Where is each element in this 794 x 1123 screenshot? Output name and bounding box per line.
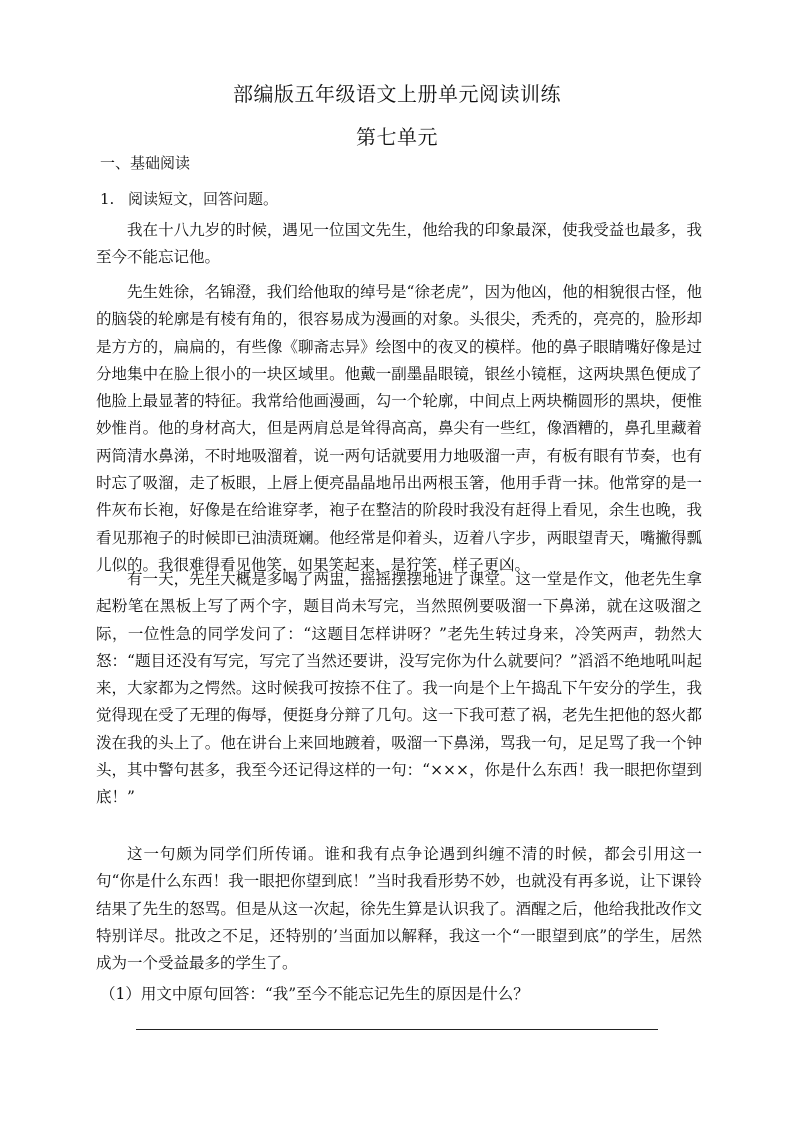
question-1 <box>100 188 278 209</box>
passage-paragraph-2: 先生姓徐，名锦澄，我们给他取的绰号是“徐老虎”，因为他凶，他的相貌很古怪，他的脑袋的轮廓是有棱有角的，很容易成为漫画的对象。头很尖，秃秃的，亮亮的，脸形却是方方的，扁扁的，有些像《聊斋志异》绘图中的夜叉的模样。他的鼻子眼睛嘴好像是过分地集中在脸上很小的一块区域里。他戴一副墨晶眼镜，银丝小镜框，这两块黑色便成了他脸上最显著的特征。我常给他画漫画，勾一个轮廓，中间点上两块椭圆形的黑块，便惟妙惟肖。他的身材高大，但是两肩总是耸得高高，鼻尖有一些红，像酒糟的，鼻孔里藏着两筒清水鼻涕，不时地吸溜着，说一两句话就要用力地吸溜一声，有板有眼有节奏，也有时忘了吸溜，走了板眼，上唇上便亮晶晶地吊出两根玉箸，他用手背一抹。他常穿的是一件灰布长袍，好像是在给谁穿孝，袍子在整洁的阶段时我没有赶得上看见，余生也晚，我看见那袍子的时候即已油渍斑斓。他经常是仰着头，迈着八字步，两眼望青天，嘴撇得瓢儿似的。我很难得看见他笑，如果笑起来，是狞笑，样子更凶。 <box>96 283 702 574</box>
document-title: 部编版五年级语文上册单元阅读训练 <box>233 82 561 106</box>
answer-line[interactable] <box>136 1029 658 1030</box>
passage-paragraph-1: 我在十八九岁的时候，遇见一位国文先生，他给我的印象最深，使我受益也最多，我至今不能忘记他。 <box>96 221 702 267</box>
question-number: 1. <box>100 190 115 208</box>
section-heading: 一、基础阅读 <box>100 154 191 172</box>
subquestion-1: （1）用文中原句回答：“我”至今不能忘记先生的原因是什么？ <box>100 985 529 1003</box>
passage-paragraph-4: 这一句颇为同学们所传诵。谁和我有点争论遇到纠缠不清的时候，都会引用这一句“你是什么东西！我一眼把你望到底！”当时我看形势不妙，也就没有再多说，让下课铃结果了先生的怒骂。但是从这一次起，徐先生算是认识我了。酒醒之后，他给我批改作文特别详尽。批改之不足，还特别的’当面加以解释，我这一个“一眼望到底”的学生，居然成为一个受益最多的学生了。 <box>96 845 702 973</box>
question-prompt: 阅读短文，回答问题。 <box>128 190 279 208</box>
unit-title: 第七单元 <box>356 125 438 149</box>
passage-paragraph-3: 有一天，先生大概是多喝了两盅，摇摇摆摆地进了课堂。这一堂是作文，他老先生拿起粉笔在黑板上写了两个字，题目尚未写完，当然照例要吸溜一下鼻涕，就在这吸溜之际，一位性急的同学发问了：“这题目怎样讲呀？”老先生转过身来，冷笑两声，勃然大怒：“题目还没有写完，写完了当然还要讲，没写完你为什么就要问？”滔滔不绝地吼叫起来，大家都为之愕然。这时候我可按捺不住了。我一向是个上午捣乱下午安分的学生，我觉得现在受了无理的侮辱，便挺身分辩了几句。这一下我可惹了祸，老先生把他的怒火都泼在我的头上了。他在讲台上来回地踱着，吸溜一下鼻涕，骂我一句，足足骂了我一个钟头，其中警句甚多，我至今还记得这样的一句：“×××，你是什么东西！我一眼把你望到底！” <box>96 570 702 807</box>
